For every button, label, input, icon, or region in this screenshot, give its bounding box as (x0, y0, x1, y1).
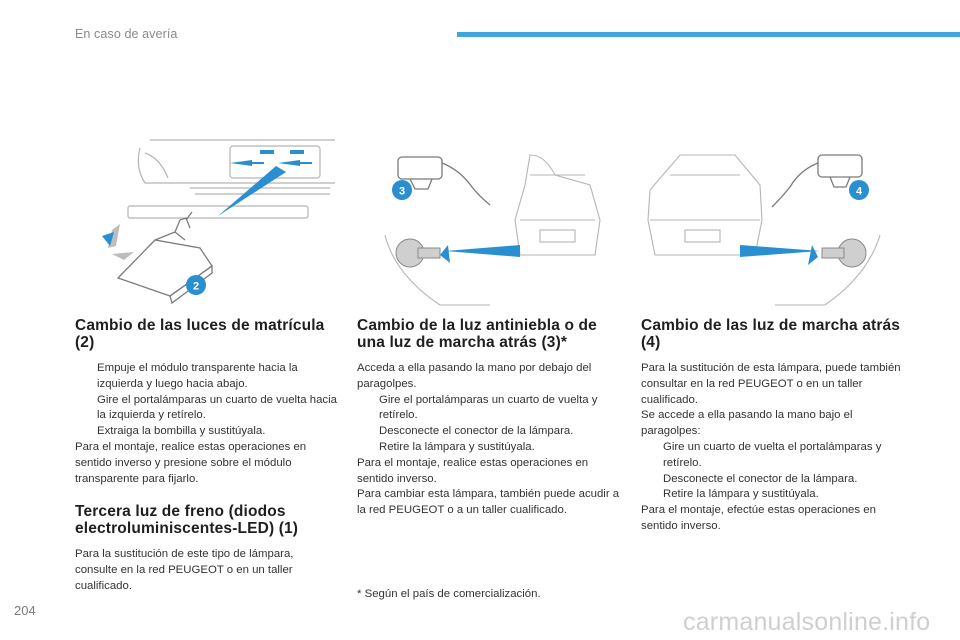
column-reversing-lamp (641, 317, 906, 535)
bullet-item: Desconecte el conector de la lámpara. (379, 425, 574, 438)
rear-fog-lamp-illustration (380, 145, 625, 310)
bullet-item: Gire un cuarto de vuelta el portalámparas y retírelo. (663, 440, 882, 469)
section-title: En caso de avería (75, 27, 178, 41)
heading-third-brake-light: Tercera luz de freno (diodos electroluminiscentes-LED) (1) (75, 503, 299, 537)
header-accent-bar (457, 32, 960, 37)
heading-fog-reversing-lamp: Cambio de la luz antiniebla o de una luz de marcha atrás (3)* (357, 317, 597, 351)
column-third-brake-light (75, 503, 330, 594)
column-license-plate (75, 317, 340, 487)
bullet-item: Retire la lámpara y sustitúyala. (663, 488, 819, 501)
column-fog-lamp (357, 317, 625, 519)
bullet-item: Empuje el módulo transparente hacia la izquierda y luego hacia abajo. (97, 362, 298, 390)
dealer-note: Para cambiar esta lámpara, también puede acudir a la red PEUGEOT o a un taller cualificado. (357, 488, 620, 517)
footnote: * Según el país de comercialización. (357, 588, 541, 600)
page-number: 204 (14, 603, 36, 618)
reversing-lamp-illustration (640, 145, 885, 310)
heading-reversing-lamp: Cambio de las luz de marcha atrás (4) (641, 317, 901, 351)
access-instructions: Se accede a ella pasando la mano bajo el paragolpes: (641, 409, 853, 438)
callout-4: 4 (855, 185, 863, 198)
bullet-item: Extraiga la bombilla y sustitúyala. (97, 425, 266, 438)
watermark: carmanualsonline.info (683, 608, 931, 636)
access-instructions: Acceda a ella pasando la mano por debajo del paragolpes. (357, 362, 592, 390)
bullet-item: Gire el portalámparas un cuarto de vuelta hacia la izquierda y retírelo. (97, 393, 337, 422)
callout-2: 2 (192, 280, 200, 293)
bullet-item: Retire la lámpara y sustitúyala. (379, 440, 535, 453)
brake-light-text: Para la sustitución de este tipo de lámpara, consulte en la red PEUGEOT o en un taller cualificado. (75, 548, 294, 592)
assembly-note: Para el montaje, realice estas operaciones en sentido inverso y presione sobre el módulo transparente para fijarlo. (75, 440, 307, 485)
bullet-item: Gire el portalámparas un cuarto de vuelta y retírelo. (379, 393, 598, 422)
heading-license-plate-lamps: Cambio de las luces de matrícula (2) (75, 317, 325, 351)
license-plate-lamp-illustration (100, 128, 340, 308)
dealer-note: Para la sustitución de esta lámpara, puede también consultar en la red PEUGEOT o en un taller cualificado. (641, 362, 901, 406)
assembly-note: Para el montaje, realice estas operaciones en sentido inverso. (357, 456, 589, 485)
bullet-item: Desconecte el conector de la lámpara. (663, 472, 858, 485)
assembly-note: Para el montaje, efectúe estas operaciones en sentido inverso. (641, 504, 876, 532)
callout-3: 3 (398, 185, 406, 198)
